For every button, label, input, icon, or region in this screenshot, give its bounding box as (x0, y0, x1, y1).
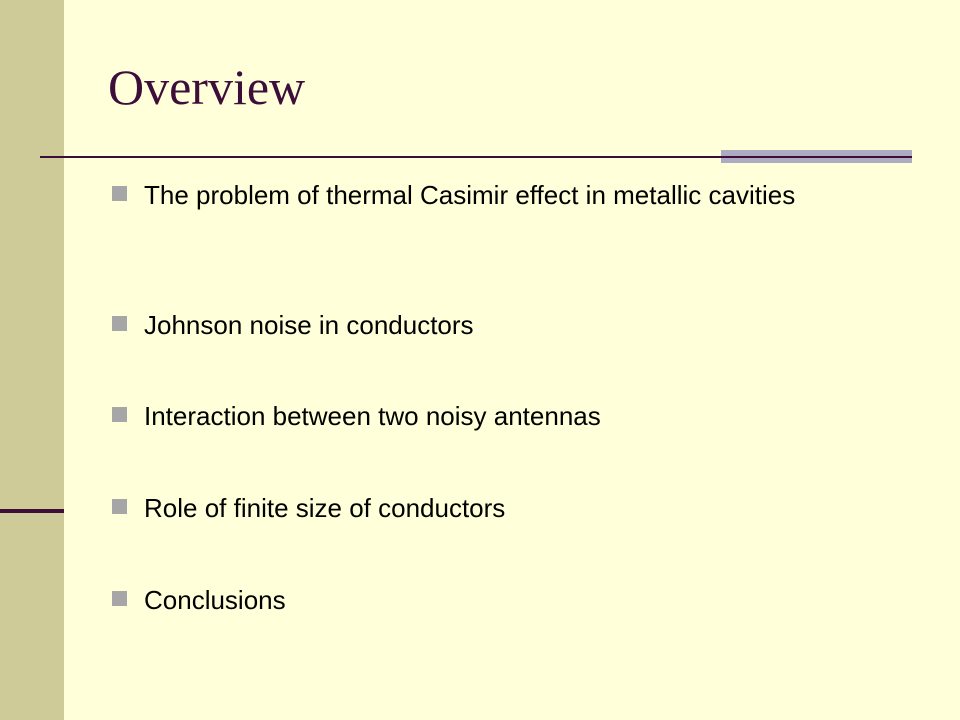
title-underline-accent-line (721, 156, 912, 158)
left-bar-accent-line (0, 509, 64, 513)
square-bullet-icon (112, 499, 127, 514)
bullet-text: Johnson noise in conductors (144, 310, 474, 340)
slide-title: Overview (108, 59, 306, 115)
square-bullet-icon (112, 316, 127, 331)
left-decorative-bar (0, 0, 64, 720)
bullet-text: Role of finite size of conductors (144, 493, 506, 523)
bullet-text: Interaction between two noisy antennas (144, 401, 601, 431)
square-bullet-icon (112, 407, 127, 422)
bullet-text: The problem of thermal Casimir effect in metallic cavities (144, 180, 796, 210)
bullet-text: Conclusions (144, 585, 286, 615)
square-bullet-icon (112, 186, 127, 201)
square-bullet-icon (112, 591, 127, 606)
